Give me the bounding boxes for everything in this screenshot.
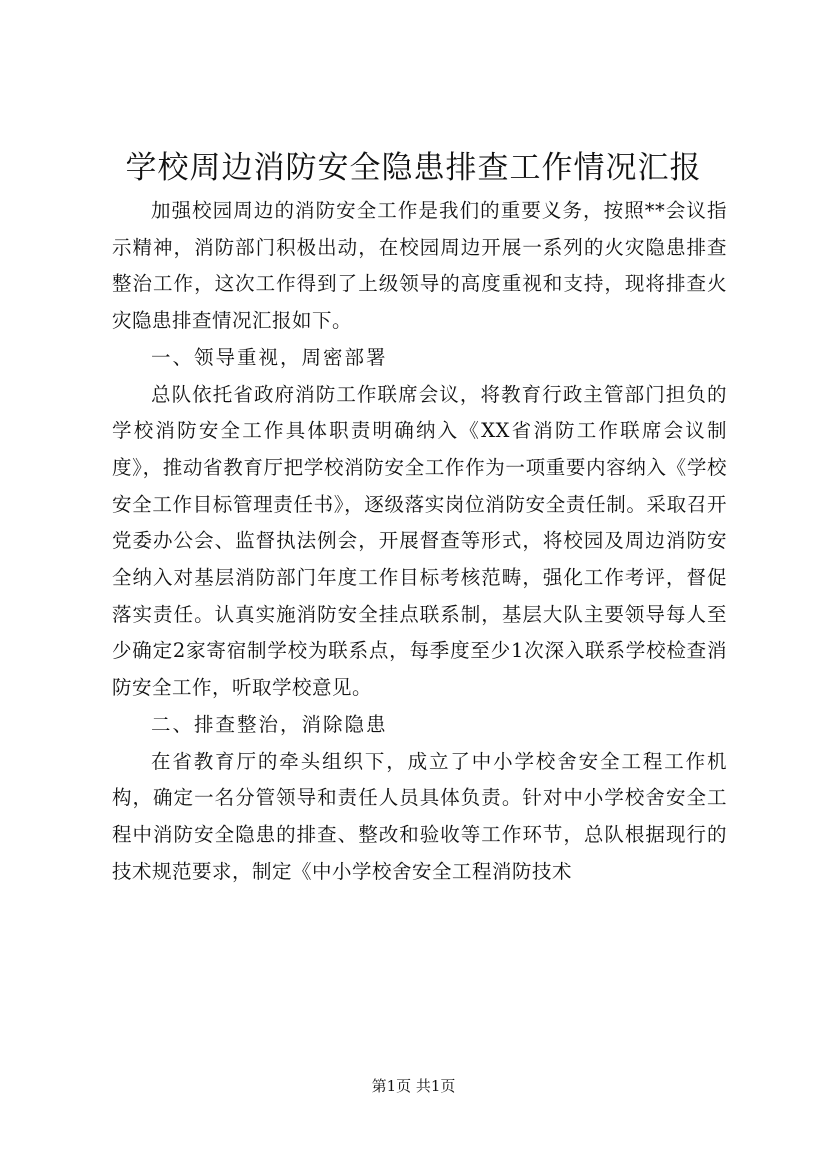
- paragraph-section-2: 在省教育厅的牵头组织下，成立了中小学校舍安全工程工作机构，确定一名分管领导和责任人员具体负责。针对中小学校舍安全工程中消防安全隐患的排查、整改和验收等工作环节，总队根据现行的技术规范要求，制定《中小学校舍安全工程消防技术: [112, 749, 727, 883]
- paragraph-intro: 加强校园周边的消防安全工作是我们的重要义务，按照**会议指示精神，消防部门积极出动，在校园周边开展一系列的火灾隐患排查整治工作，这次工作得到了上级领导的高度重视和支持，现将排查火灾隐患排查情况汇报如下。: [112, 199, 727, 333]
- section-heading-2: 二、排查整治，消除隐患: [151, 712, 388, 736]
- document-title: 学校周边消防安全隐患排查工作情况汇报: [125, 150, 702, 186]
- paragraph-section-1: 总队依托省政府消防工作联席会议，将教育行政主管部门担负的学校消防安全工作具体职责明确纳入《XX省消防工作联席会议制度》，推动省教育厅把学校消防安全工作作为一项重要内容纳入《学校安全工作目标管理责任书》，逐级落实岗位消防安全责任制。采取召开党委办公会、监督执法例会，开展督查等形式，将校园及周边消防安全纳入对基层消防部门年度工作目标考核范畴，强化工作考评，督促落实责任。认真实施消防安全挂点联系制，基层大队主要领导每人至少确定2家寄宿制学校为联系点，每季度至少1次深入联系学校检查消防安全工作，听取学校意见。: [112, 382, 727, 700]
- section-heading-1: 一、领导重视，周密部署: [151, 345, 388, 369]
- document-body: [112, 193, 727, 890]
- page-number-footer: 第1页 共1页: [371, 1077, 456, 1095]
